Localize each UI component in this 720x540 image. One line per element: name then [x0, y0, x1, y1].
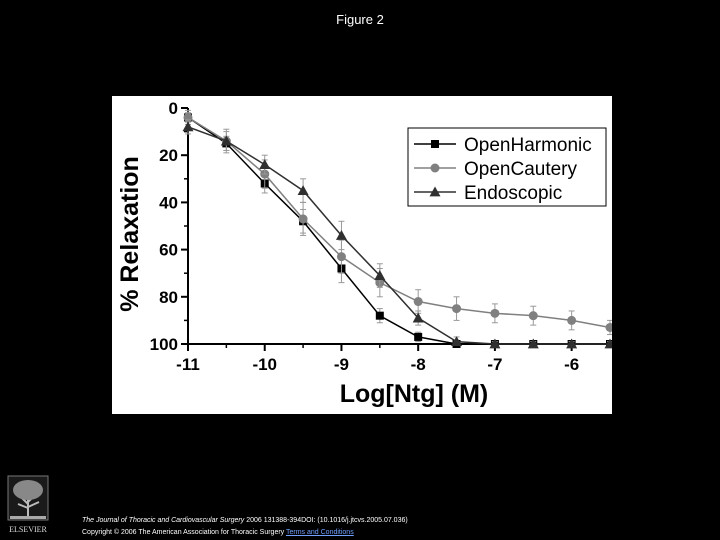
data-point — [606, 323, 613, 332]
x-tick-label: -10 — [252, 355, 278, 374]
slide-title: Figure 2 — [336, 12, 384, 27]
x-tick-label: -9 — [333, 355, 350, 374]
x-tick-label: -7 — [487, 355, 503, 374]
legend-label: Endoscopic — [464, 183, 563, 204]
legend-label: OpenHarmonic — [464, 135, 592, 156]
footer — [82, 515, 408, 539]
y-tick-label: 100 — [149, 335, 178, 354]
x-axis-title: Log[Ntg] (M) — [339, 380, 489, 408]
y-tick-label: 20 — [159, 146, 178, 166]
legend-marker — [431, 164, 440, 173]
data-point — [298, 185, 309, 195]
x-tick-label: -8 — [410, 355, 426, 374]
citation-line — [82, 515, 408, 527]
data-point — [529, 311, 538, 320]
copyright-text: Copyright © 2006 The American Association for Thoracic Surgery — [82, 529, 285, 536]
data-point — [414, 297, 423, 306]
data-point — [452, 304, 461, 313]
data-point — [259, 159, 270, 169]
logo-wordmark: ELSEVIER — [9, 525, 47, 534]
data-point — [299, 214, 308, 223]
data-point — [376, 312, 384, 320]
y-tick-label: 60 — [159, 240, 178, 260]
y-axis-title: % Relaxation — [116, 156, 144, 312]
x-tick-label: -11 — [176, 355, 200, 374]
terms-link[interactable]: Terms and Conditions — [286, 529, 354, 536]
data-point — [183, 121, 194, 131]
data-point — [490, 309, 499, 318]
journal-name: The Journal of Thoracic and Cardiovascular Surgery — [82, 517, 245, 524]
legend-marker — [431, 140, 439, 148]
y-tick-label: 80 — [159, 287, 178, 307]
citation-details: 2006 131388-394DOI: (10.1016/j.jtcvs.2005.07.036) — [244, 517, 408, 524]
data-point — [414, 333, 422, 341]
y-tick-label: 40 — [159, 193, 178, 213]
x-tick-label: -6 — [564, 355, 580, 374]
elsevier-logo — [6, 474, 50, 536]
data-point — [337, 252, 346, 261]
legend-label: OpenCautery — [464, 159, 578, 180]
relaxation-chart — [112, 96, 612, 414]
data-point — [567, 316, 576, 325]
figure-panel — [112, 96, 612, 414]
copyright-line — [82, 527, 408, 539]
y-tick-label: 0 — [168, 99, 178, 118]
